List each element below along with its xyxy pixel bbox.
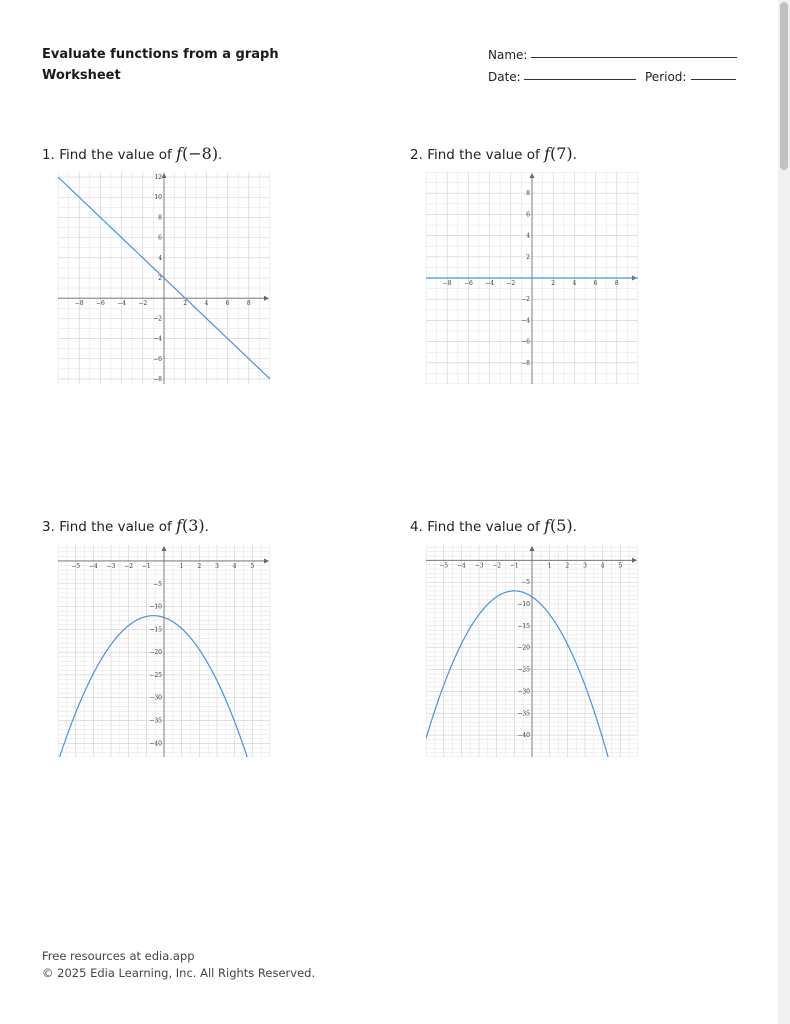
name-field[interactable] [488, 48, 527, 62]
name-label: Name: [488, 48, 528, 62]
x-tick-label: 3 [215, 562, 219, 570]
date-field[interactable] [488, 70, 521, 84]
y-tick-label: −20 [149, 649, 162, 657]
y-tick-label: 8 [526, 190, 530, 198]
x-tick-label: −4 [88, 562, 98, 570]
graph-3-svg [58, 545, 270, 757]
date-label: Date: [488, 70, 521, 84]
function-argument: (3) [181, 516, 205, 535]
title-line-2: Worksheet [42, 68, 121, 83]
y-tick-label: −8 [521, 359, 530, 367]
x-tick-label: −8 [74, 300, 84, 308]
x-tick-label: 5 [618, 562, 623, 570]
x-tick-label: 6 [225, 300, 230, 308]
x-axis-arrow-icon [632, 558, 637, 563]
x-tick-label: 3 [583, 562, 587, 570]
x-tick-label: −2 [506, 280, 516, 287]
question-number: 2. [410, 147, 423, 163]
graph-4 [426, 545, 638, 757]
y-tick-label: 6 [526, 211, 530, 219]
x-tick-label: −8 [442, 280, 452, 287]
question-3 [42, 516, 209, 535]
y-tick-label: 6 [158, 234, 162, 242]
y-tick-label: −15 [517, 622, 530, 630]
y-tick-label: −15 [149, 626, 162, 634]
x-tick-label: −2 [492, 562, 502, 570]
x-tick-label: −6 [95, 300, 105, 308]
y-tick-label: −8 [153, 375, 162, 383]
question-4 [410, 516, 577, 535]
x-tick-label: 8 [246, 300, 251, 308]
question-1 [42, 144, 222, 163]
y-tick-label: −2 [521, 296, 530, 304]
y-tick-label: 4 [526, 232, 530, 240]
question-number: 3. [42, 519, 55, 535]
y-tick-label: −20 [517, 644, 530, 652]
question-period: . [572, 519, 577, 535]
question-prompt: Find the value of [427, 519, 540, 535]
y-tick-label: −2 [153, 315, 162, 323]
x-tick-label: 2 [183, 300, 188, 308]
y-tick-label: −5 [521, 579, 530, 587]
x-axis-arrow-icon [264, 296, 269, 301]
x-tick-label: −2 [124, 562, 134, 570]
function-symbol: f [176, 516, 182, 535]
graph-3 [58, 545, 270, 757]
y-tick-label: 2 [158, 275, 162, 282]
y-tick-label: 8 [158, 214, 162, 222]
x-tick-label: −3 [106, 562, 116, 570]
x-tick-label: 5 [250, 562, 255, 570]
y-tick-label: −6 [521, 338, 530, 346]
x-tick-label: −1 [141, 562, 151, 570]
question-number: 4. [410, 519, 423, 535]
question-period: . [204, 519, 209, 535]
question-2 [410, 144, 577, 163]
question-prompt: Find the value of [59, 519, 172, 535]
x-tick-label: 4 [204, 300, 209, 308]
question-prompt: Find the value of [427, 147, 540, 163]
y-tick-label: −6 [153, 355, 162, 363]
y-tick-label: −35 [149, 717, 162, 725]
y-tick-label: −30 [517, 688, 530, 696]
y-tick-label: −40 [149, 740, 162, 748]
title-line-1: Evaluate functions from a graph [42, 47, 279, 62]
x-tick-label: 2 [551, 280, 556, 287]
footer-resources-link[interactable]: Free resources at edia.app [42, 949, 195, 963]
function-symbol: f [176, 144, 182, 163]
x-tick-label: −4 [117, 300, 127, 308]
x-tick-label: 4 [600, 562, 605, 570]
y-axis-arrow-icon [162, 173, 167, 178]
x-tick-label: 8 [614, 280, 619, 287]
y-axis-arrow-icon [530, 546, 535, 551]
footer [42, 948, 315, 982]
scrollbar-thumb[interactable] [780, 2, 788, 170]
y-tick-label: −10 [149, 603, 162, 611]
footer-copyright: © 2025 Edia Learning, Inc. All Rights Reserved. [42, 966, 316, 980]
x-tick-label: 4 [572, 280, 577, 287]
y-tick-label: 10 [154, 194, 162, 202]
x-tick-label: −5 [71, 562, 81, 570]
y-tick-label: 12 [154, 174, 162, 182]
x-tick-label: 6 [593, 280, 598, 287]
y-tick-label: −30 [149, 694, 162, 702]
graph-1 [58, 172, 270, 384]
y-axis-arrow-icon [162, 546, 167, 551]
function-symbol: f [544, 144, 550, 163]
graph-4-svg [426, 545, 638, 757]
period-field[interactable] [645, 70, 686, 84]
y-tick-label: 2 [526, 253, 530, 261]
y-tick-label: −35 [517, 710, 530, 718]
function-argument: (7) [549, 144, 573, 163]
y-tick-label: −10 [517, 601, 530, 609]
x-tick-label: −3 [474, 562, 484, 570]
y-axis-arrow-icon [530, 173, 535, 178]
y-tick-label: −4 [153, 335, 162, 343]
question-period: . [218, 147, 223, 163]
y-tick-label: −5 [153, 580, 162, 588]
x-tick-label: 2 [197, 562, 202, 570]
x-tick-label: −1 [509, 562, 519, 570]
worksheet-title [42, 44, 279, 86]
period-label: Period: [645, 70, 687, 84]
x-tick-label: −6 [463, 280, 473, 287]
function-argument: (−8) [181, 144, 219, 163]
x-tick-label: 2 [565, 562, 570, 570]
x-tick-label: 1 [179, 562, 184, 570]
x-axis-arrow-icon [264, 558, 269, 563]
y-tick-label: −40 [517, 732, 530, 740]
y-tick-label: −25 [517, 666, 530, 674]
question-number: 1. [42, 147, 55, 163]
y-tick-label: −25 [149, 671, 162, 679]
question-prompt: Find the value of [59, 147, 172, 163]
y-tick-label: −4 [521, 317, 530, 325]
x-tick-label: 4 [232, 562, 237, 570]
function-argument: (5) [549, 516, 573, 535]
x-tick-label: −2 [138, 300, 148, 308]
x-tick-label: 1 [547, 562, 552, 570]
graph-2 [426, 172, 638, 384]
question-period: . [572, 147, 577, 163]
x-tick-label: −4 [456, 562, 466, 570]
y-tick-label: 4 [158, 254, 162, 262]
x-tick-label: −5 [439, 562, 449, 570]
x-tick-label: −4 [485, 280, 495, 287]
vertical-scrollbar[interactable] [778, 0, 790, 1024]
function-symbol: f [544, 516, 550, 535]
graph-1-svg [58, 172, 270, 384]
graph-2-svg [426, 172, 638, 384]
